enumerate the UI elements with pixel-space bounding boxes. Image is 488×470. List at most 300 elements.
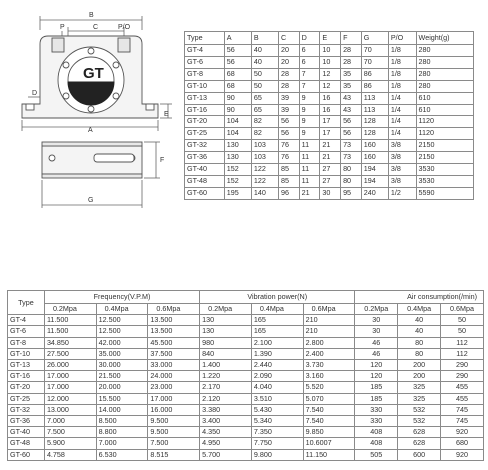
table-cell: 532 (398, 404, 441, 415)
table-cell: 112 (441, 348, 484, 359)
table-cell: 130 (224, 140, 251, 152)
table-cell: 24.000 (148, 371, 200, 382)
table-cell: 920 (441, 427, 484, 438)
table-cell: 7 (299, 68, 320, 80)
table-cell: 13.500 (148, 315, 200, 326)
table-cell: 128 (361, 116, 388, 128)
type-cell: GT-16 (185, 104, 225, 116)
table-cell: 68 (224, 68, 251, 80)
table-cell: 5.520 (303, 382, 355, 393)
table-cell: 9.850 (303, 427, 355, 438)
table-cell: 40 (251, 56, 278, 68)
table-cell: 21 (320, 140, 341, 152)
table-cell: 120 (355, 371, 398, 382)
table-cell: 40 (398, 326, 441, 337)
type-cell: GT-32 (8, 404, 45, 415)
table-cell: 1/4 (388, 128, 416, 140)
table-cell: 12.500 (96, 315, 148, 326)
table-cell: 4.950 (200, 438, 252, 449)
table-cell: 76 (278, 140, 299, 152)
table-row (8, 427, 484, 438)
table-cell: 7.540 (303, 404, 355, 415)
table-cell: 165 (251, 315, 303, 326)
table-cell: 2.800 (303, 337, 355, 348)
table-row (185, 140, 474, 152)
table-cell: 103 (251, 140, 278, 152)
type-cell: GT-60 (8, 449, 45, 460)
table-cell: 12 (320, 80, 341, 92)
table-cell: 3/8 (388, 140, 416, 152)
table-cell: 21 (299, 187, 320, 199)
table-cell: 50 (251, 80, 278, 92)
label-a: A (88, 127, 93, 134)
table-cell: 160 (361, 140, 388, 152)
table-row (8, 382, 484, 393)
table-cell: 28 (278, 68, 299, 80)
table-cell: 290 (441, 360, 484, 371)
table-cell: 3/8 (388, 152, 416, 164)
table-row (185, 164, 474, 176)
vibration-power-group-header: Vibration power(N) (200, 291, 355, 304)
table-cell: 27 (320, 164, 341, 176)
table-cell: 8.800 (96, 427, 148, 438)
table-cell: 2.090 (251, 371, 303, 382)
table-cell: 2150 (416, 140, 473, 152)
type-cell: GT-48 (185, 175, 225, 187)
table-cell: 40 (251, 45, 278, 57)
header-cell: E (320, 32, 341, 45)
table-cell: 16 (320, 104, 341, 116)
table-cell: 1120 (416, 116, 473, 128)
table-cell: 9.500 (148, 427, 200, 438)
table-cell: 3/8 (388, 164, 416, 176)
table-row (8, 360, 484, 371)
table-cell: 56 (224, 45, 251, 57)
table-cell: 35.000 (96, 348, 148, 359)
table-row (185, 80, 474, 92)
table-cell: 505 (355, 449, 398, 460)
table-cell: 21.500 (96, 371, 148, 382)
table-cell: 5.070 (303, 393, 355, 404)
table-cell: 185 (355, 382, 398, 393)
pressure-header: 0.6Mpa (303, 304, 355, 315)
table-cell: 532 (398, 416, 441, 427)
label-d: D (32, 90, 38, 97)
table-cell: 280 (416, 45, 473, 57)
table-row (8, 438, 484, 449)
table-cell: 11.500 (44, 326, 96, 337)
table-cell: 104 (224, 128, 251, 140)
header-cell: F (341, 32, 362, 45)
table-cell: 17.000 (44, 371, 96, 382)
table-cell: 408 (355, 438, 398, 449)
table-cell: 2.170 (200, 382, 252, 393)
table-cell: 600 (398, 449, 441, 460)
table-cell: 4.040 (251, 382, 303, 393)
table-cell: 33.000 (148, 360, 200, 371)
table-row (8, 449, 484, 460)
table-cell: 40 (398, 315, 441, 326)
type-cell: GT-16 (8, 371, 45, 382)
label-g: G (88, 197, 94, 204)
dimension-table (184, 31, 474, 200)
type-cell: GT-25 (185, 128, 225, 140)
table-cell: 2150 (416, 152, 473, 164)
table-cell: 42.000 (96, 337, 148, 348)
table-cell: 45.500 (148, 337, 200, 348)
table-cell: 1/8 (388, 56, 416, 68)
header-cell: D (299, 32, 320, 45)
table-row (8, 393, 484, 404)
table-cell: 50 (251, 68, 278, 80)
table-cell: 1120 (416, 128, 473, 140)
header-cell: C (278, 32, 299, 45)
table-cell: 330 (355, 404, 398, 415)
table-cell: 90 (224, 104, 251, 116)
table-cell: 610 (416, 104, 473, 116)
label-p: P (60, 24, 65, 31)
table-row (8, 315, 484, 326)
table-cell: 7.540 (303, 416, 355, 427)
type-cell: GT-13 (8, 360, 45, 371)
table-cell: 280 (416, 56, 473, 68)
type-cell: GT-60 (185, 187, 225, 199)
table-row (8, 348, 484, 359)
table-cell: 325 (398, 382, 441, 393)
table-cell: 4.758 (44, 449, 96, 460)
table-cell: 96 (278, 187, 299, 199)
type-cell: GT-8 (8, 337, 45, 348)
table-cell: 9 (299, 116, 320, 128)
table-cell: 210 (303, 326, 355, 337)
table-cell: 325 (398, 393, 441, 404)
table-cell: 9 (299, 104, 320, 116)
type-cell: GT-8 (185, 68, 225, 80)
table-cell: 280 (416, 80, 473, 92)
table-cell: 21 (320, 152, 341, 164)
table-cell: 7.500 (148, 438, 200, 449)
table-cell: 16.000 (148, 404, 200, 415)
type-cell: GT-36 (185, 152, 225, 164)
table-row (185, 92, 474, 104)
table-cell: 113 (361, 92, 388, 104)
type-cell: GT-20 (185, 116, 225, 128)
table-cell: 680 (441, 438, 484, 449)
table-cell: 30 (355, 326, 398, 337)
table-cell: 240 (361, 187, 388, 199)
table-cell: 65 (251, 104, 278, 116)
table-cell: 3.160 (303, 371, 355, 382)
table-cell: 11 (299, 164, 320, 176)
table-cell: 10 (320, 56, 341, 68)
table-cell: 28 (341, 56, 362, 68)
table-cell: 3/8 (388, 175, 416, 187)
table-cell: 3530 (416, 175, 473, 187)
table-cell: 28 (341, 45, 362, 57)
table-cell: 46 (355, 337, 398, 348)
table-cell: 28 (278, 80, 299, 92)
table-cell: 122 (251, 175, 278, 187)
table-cell: 15.500 (96, 393, 148, 404)
table-cell: 152 (224, 164, 251, 176)
table-cell: 1.400 (200, 360, 252, 371)
table-cell: 8.515 (148, 449, 200, 460)
table-row (185, 104, 474, 116)
table-cell: 3.730 (303, 360, 355, 371)
table-cell: 200 (398, 371, 441, 382)
table-cell: 56 (278, 128, 299, 140)
table-cell: 210 (303, 315, 355, 326)
table-cell: 11 (299, 175, 320, 187)
table-cell: 30.000 (96, 360, 148, 371)
header-cell: P/O (388, 32, 416, 45)
table-cell: 6 (299, 56, 320, 68)
table-cell: 56 (341, 116, 362, 128)
table-cell: 1/8 (388, 45, 416, 57)
table-cell: 23.000 (148, 382, 200, 393)
table-cell: 3.380 (200, 404, 252, 415)
pressure-header: 0.4Mpa (251, 304, 303, 315)
table-cell: 9.800 (251, 449, 303, 460)
table-cell: 56 (278, 116, 299, 128)
table-cell: 27 (320, 175, 341, 187)
type-cell: GT-10 (185, 80, 225, 92)
table-row (185, 116, 474, 128)
table-cell: 6.530 (96, 449, 148, 460)
table-cell: 80 (398, 348, 441, 359)
table-cell: 130 (200, 315, 252, 326)
table-cell: 8.500 (96, 416, 148, 427)
type-cell: GT-40 (8, 427, 45, 438)
table-cell: 82 (251, 128, 278, 140)
pressure-header: 0.2Mpa (200, 304, 252, 315)
table-cell: 20 (278, 45, 299, 57)
table-cell: 90 (224, 92, 251, 104)
type-cell: GT-20 (8, 382, 45, 393)
type-cell: GT-40 (185, 164, 225, 176)
performance-table-body (8, 315, 484, 461)
table-row (8, 326, 484, 337)
table-cell: 56 (341, 128, 362, 140)
table-cell: 73 (341, 152, 362, 164)
table-cell: 7 (299, 80, 320, 92)
table-cell: 5.340 (251, 416, 303, 427)
table-cell: 120 (355, 360, 398, 371)
dimension-header-row (185, 32, 474, 45)
table-cell: 628 (398, 438, 441, 449)
pressure-header: 0.2Mpa (355, 304, 398, 315)
table-cell: 76 (278, 152, 299, 164)
table-row (8, 416, 484, 427)
table-cell: 165 (251, 326, 303, 337)
table-cell: 46 (355, 348, 398, 359)
table-cell: 194 (361, 164, 388, 176)
table-cell: 35 (341, 68, 362, 80)
header-cell: G (361, 32, 388, 45)
air-consumption-group-header: Air consumption(/min) (355, 291, 484, 304)
table-cell: 65 (251, 92, 278, 104)
table-cell: 73 (341, 140, 362, 152)
table-cell: 11 (299, 140, 320, 152)
table-cell: 3.510 (251, 393, 303, 404)
table-cell: 1/4 (388, 104, 416, 116)
table-cell: 194 (361, 175, 388, 187)
table-cell: 1/4 (388, 92, 416, 104)
table-cell: 30 (355, 315, 398, 326)
table-cell: 16 (320, 92, 341, 104)
table-cell: 85 (278, 164, 299, 176)
table-cell: 980 (200, 337, 252, 348)
table-cell: 1/4 (388, 116, 416, 128)
table-cell: 290 (441, 371, 484, 382)
table-cell: 9 (299, 92, 320, 104)
table-cell: 12.500 (96, 326, 148, 337)
type-cell: GT-48 (8, 438, 45, 449)
table-cell: 112 (441, 337, 484, 348)
table-cell: 20 (278, 56, 299, 68)
table-cell: 13.000 (44, 404, 96, 415)
table-cell: 82 (251, 116, 278, 128)
table-cell: 86 (361, 68, 388, 80)
table-row (8, 337, 484, 348)
header-cell: Weight(g) (416, 32, 473, 45)
table-cell: 128 (361, 128, 388, 140)
table-cell: 2.440 (251, 360, 303, 371)
header-cell: A (224, 32, 251, 45)
pressure-header-row (8, 304, 484, 315)
table-cell: 17 (320, 116, 341, 128)
pressure-header: 0.6Mpa (441, 304, 484, 315)
table-cell: 86 (361, 80, 388, 92)
table-cell: 7.000 (44, 416, 96, 427)
table-cell: 5.900 (44, 438, 96, 449)
table-cell: 80 (341, 175, 362, 187)
table-cell: 11.500 (44, 315, 96, 326)
table-cell: 130 (224, 152, 251, 164)
label-b: B (89, 12, 94, 19)
pressure-header: 0.4Mpa (96, 304, 148, 315)
table-cell: 113 (361, 104, 388, 116)
table-cell: 1.390 (251, 348, 303, 359)
table-cell: 34.850 (44, 337, 96, 348)
table-cell: 39 (278, 104, 299, 116)
table-cell: 7.350 (251, 427, 303, 438)
table-cell: 4.350 (200, 427, 252, 438)
table-cell: 10.6007 (303, 438, 355, 449)
table-cell: 408 (355, 427, 398, 438)
table-cell: 27.500 (44, 348, 96, 359)
table-cell: 80 (341, 164, 362, 176)
table-cell: 455 (441, 382, 484, 393)
header-cell: Type (185, 32, 225, 45)
table-cell: 68 (224, 80, 251, 92)
table-cell: 35 (341, 80, 362, 92)
table-cell: 95 (341, 187, 362, 199)
table-cell: 10 (320, 45, 341, 57)
table-cell: 11.150 (303, 449, 355, 460)
table-cell: 12.000 (44, 393, 96, 404)
technical-drawing (0, 0, 180, 230)
table-cell: 130 (200, 326, 252, 337)
label-e: E (164, 111, 169, 118)
table-cell: 2.100 (251, 337, 303, 348)
type-cell: GT-6 (185, 56, 225, 68)
table-cell: 50 (441, 315, 484, 326)
pressure-header: 0.4Mpa (398, 304, 441, 315)
type-cell: GT-25 (8, 393, 45, 404)
table-cell: 195 (224, 187, 251, 199)
table-cell: 3.400 (200, 416, 252, 427)
table-cell: 1/8 (388, 80, 416, 92)
table-cell: 7.000 (96, 438, 148, 449)
type-cell: GT-4 (8, 315, 45, 326)
table-cell: 9.500 (148, 416, 200, 427)
table-cell: 3530 (416, 164, 473, 176)
table-row (185, 128, 474, 140)
table-cell: 280 (416, 68, 473, 80)
table-cell: 70 (361, 45, 388, 57)
table-cell: 12 (320, 68, 341, 80)
header-cell: B (251, 32, 278, 45)
table-cell: 2.400 (303, 348, 355, 359)
table-cell: 5.430 (251, 404, 303, 415)
table-row (185, 68, 474, 80)
table-cell: 6 (299, 45, 320, 57)
table-cell: 7.750 (251, 438, 303, 449)
table-row (185, 56, 474, 68)
table-cell: 30 (320, 187, 341, 199)
gt-badge: GT (83, 65, 104, 82)
table-cell: 17.000 (148, 393, 200, 404)
table-cell: 200 (398, 360, 441, 371)
table-cell: 85 (278, 175, 299, 187)
table-cell: 455 (441, 393, 484, 404)
pressure-header: 0.6Mpa (148, 304, 200, 315)
table-cell: 152 (224, 175, 251, 187)
table-cell: 56 (224, 56, 251, 68)
type-cell: GT-4 (185, 45, 225, 57)
table-cell: 1.220 (200, 371, 252, 382)
label-c: C (93, 24, 99, 31)
table-row (8, 371, 484, 382)
table-cell: 5.700 (200, 449, 252, 460)
table-cell: 104 (224, 116, 251, 128)
table-cell: 185 (355, 393, 398, 404)
table-row (185, 175, 474, 187)
type-cell: GT-6 (8, 326, 45, 337)
dimension-table-body (185, 45, 474, 200)
vibrator-top-view (42, 142, 142, 178)
table-cell: 1/8 (388, 68, 416, 80)
table-cell: 17 (320, 128, 341, 140)
table-row (185, 187, 474, 199)
table-cell: 5590 (416, 187, 473, 199)
table-cell: 840 (200, 348, 252, 359)
type-cell: GT-32 (185, 140, 225, 152)
table-cell: 140 (251, 187, 278, 199)
table-cell: 50 (441, 326, 484, 337)
table-cell: 80 (398, 337, 441, 348)
table-cell: 610 (416, 92, 473, 104)
table-cell: 628 (398, 427, 441, 438)
table-cell: 37.500 (148, 348, 200, 359)
table-row (185, 152, 474, 164)
table-cell: 1/2 (388, 187, 416, 199)
table-cell: 20.000 (96, 382, 148, 393)
label-pio: P/O (118, 24, 131, 31)
table-cell: 122 (251, 164, 278, 176)
table-cell: 43 (341, 104, 362, 116)
